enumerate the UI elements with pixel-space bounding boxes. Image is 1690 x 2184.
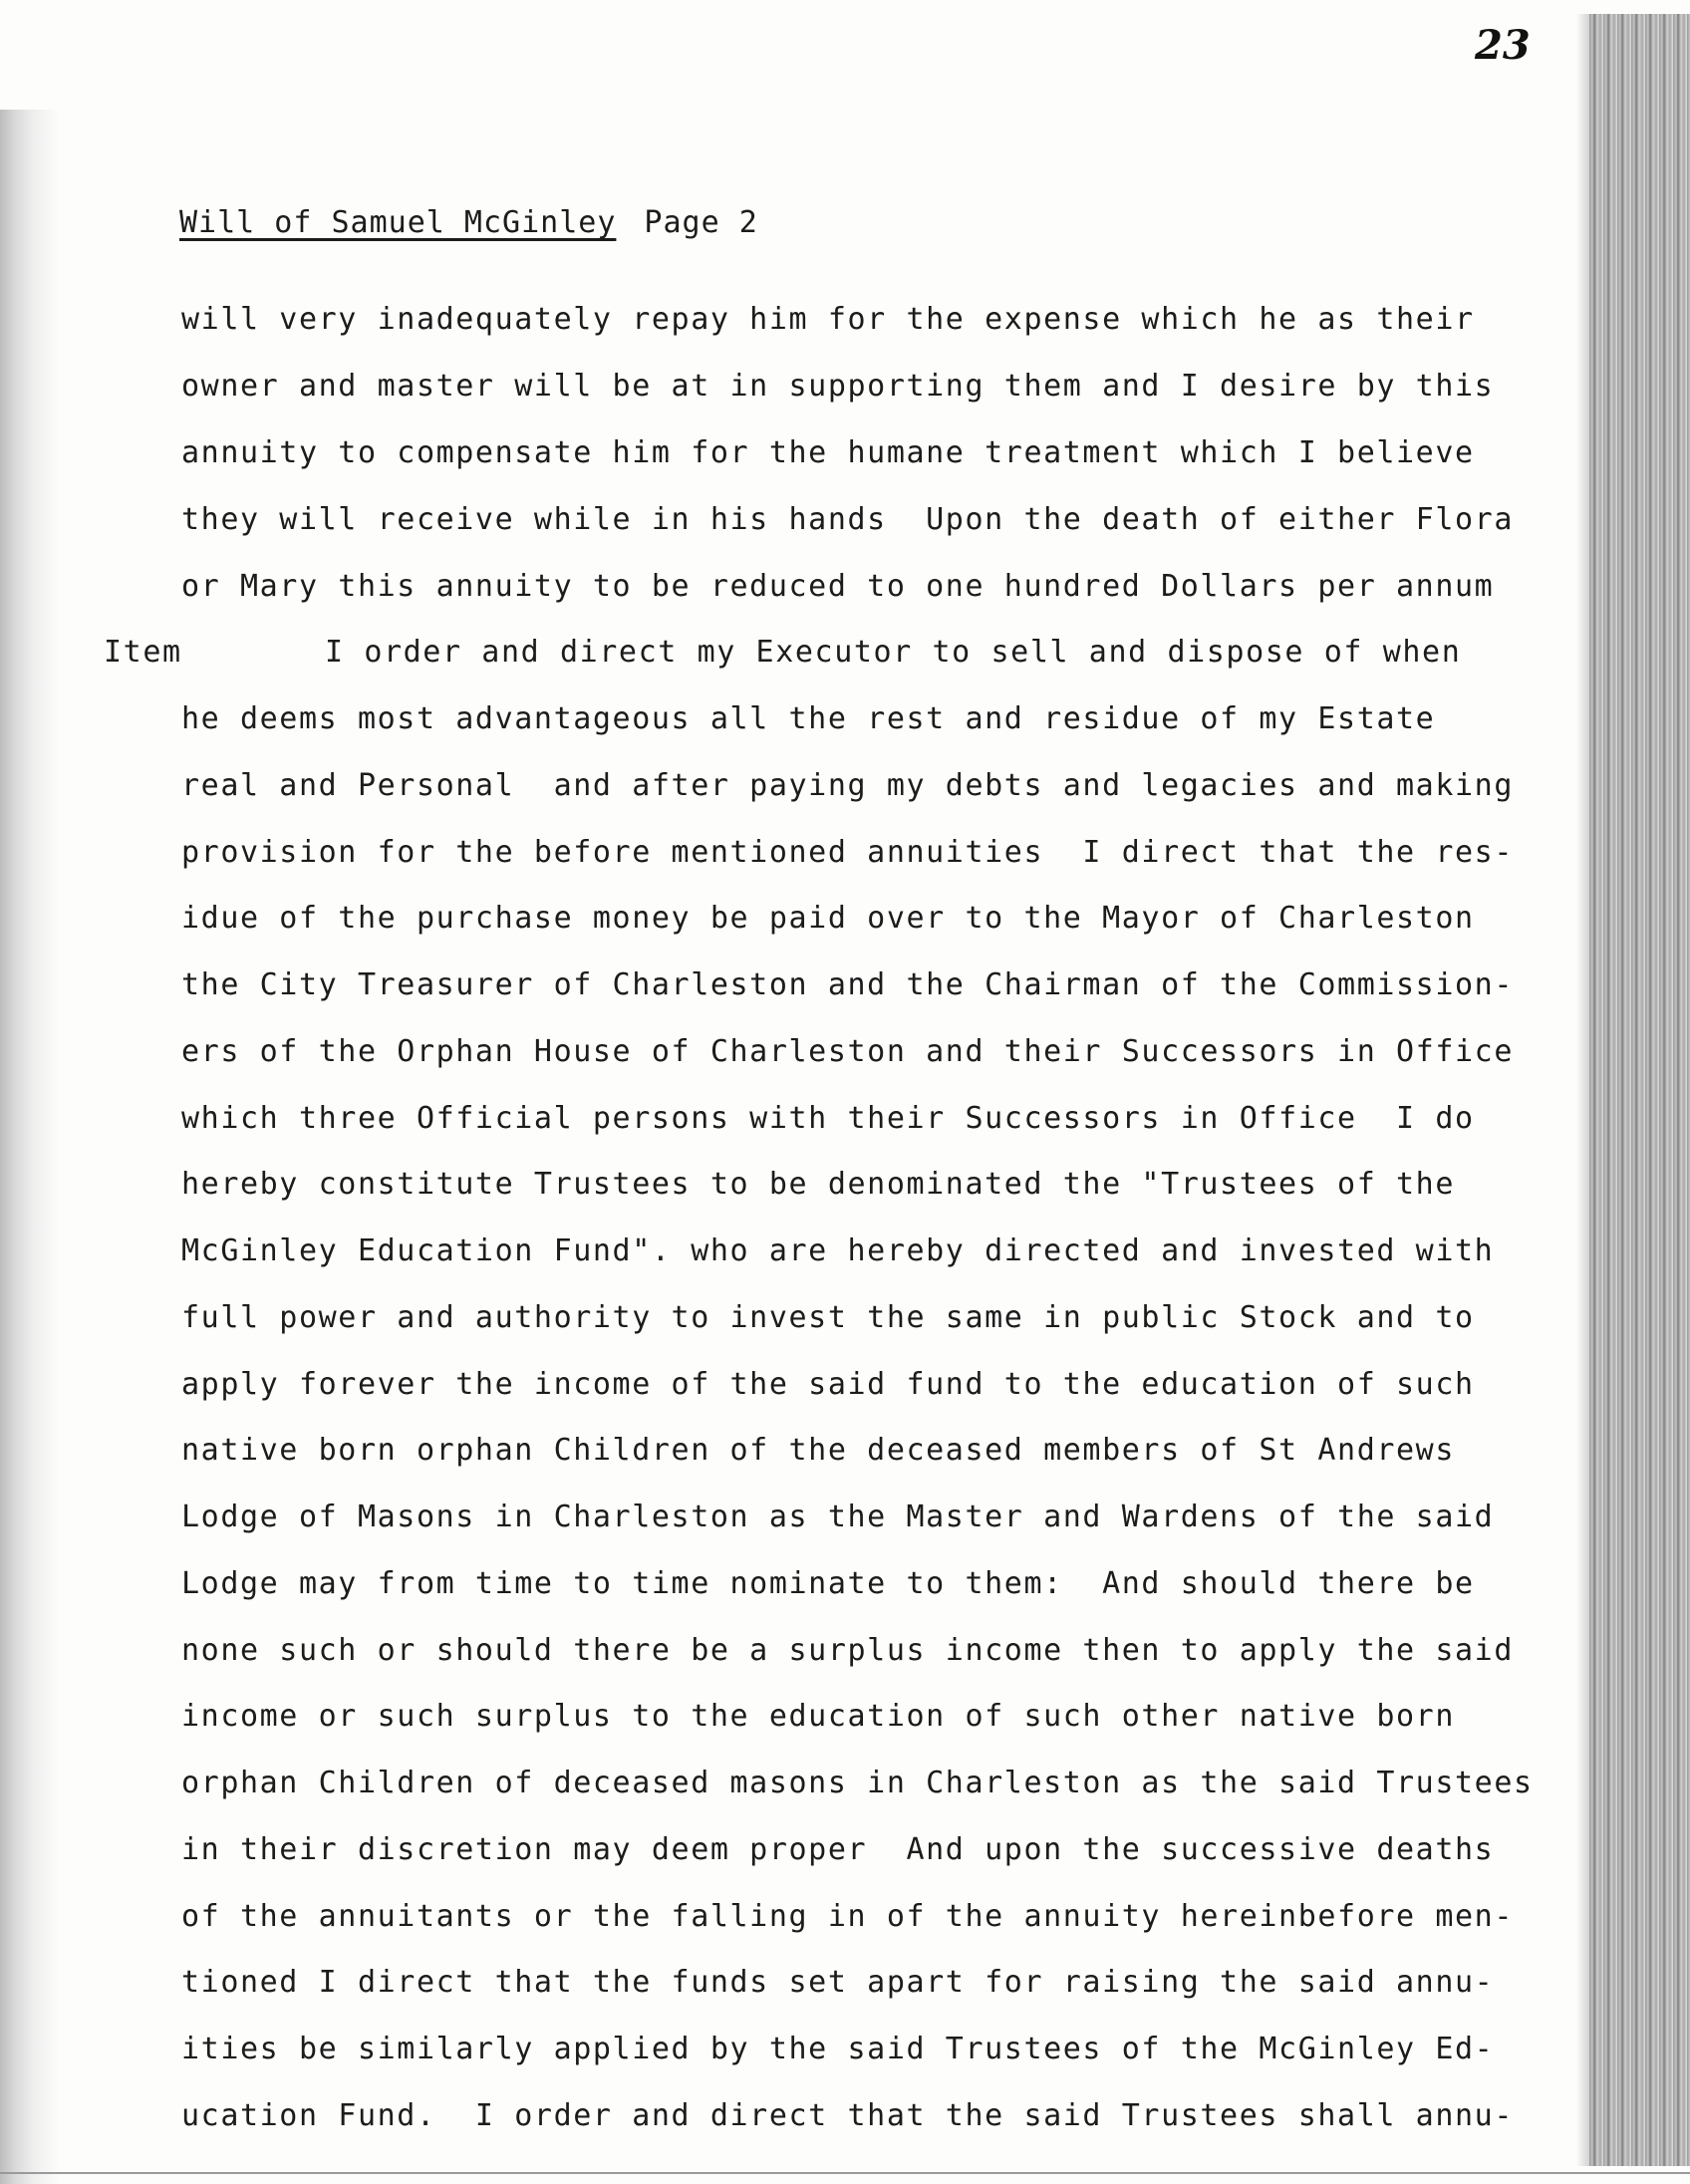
scan-shadow-right-inner [1576, 14, 1590, 2166]
text-line: orphan Children of deceased masons in Charleston as the said Trustees [181, 1766, 1534, 1800]
text-line: I order and direct my Executor to sell and dispose of when [325, 635, 1462, 670]
text-line: tioned I direct that the funds set apart for raising the said annu- [181, 1965, 1495, 2000]
text-line: the City Treasurer of Charleston and the Chairman of the Commission- [181, 967, 1514, 1002]
text-line: Lodge of Masons in Charleston as the Master and Wardens of the said [181, 1500, 1495, 1534]
text-line: of the annuitants or the falling in of the annuity hereinbefore men- [181, 1899, 1514, 1934]
text-line: ucation Fund. I order and direct that the said Trustees shall annu- [181, 2098, 1514, 2133]
text-line: full power and authority to invest the same in public Stock and to [181, 1300, 1475, 1335]
text-line: in their discretion may deem proper And upon the successive deaths [181, 1832, 1495, 1867]
text-line: will very inadequately repay him for the expense which he as their [181, 302, 1475, 337]
text-line: ities be similarly applied by the said Trustees of the McGinley Ed- [181, 2032, 1495, 2066]
text-line: native born orphan Children of the deceased members of St Andrews [181, 1433, 1455, 1468]
handwritten-page-number: 23 [1475, 22, 1531, 69]
text-line: income or such surplus to the education of such other native born [181, 1699, 1455, 1734]
document-heading [179, 205, 758, 240]
scan-shadow-right [1589, 14, 1690, 2166]
text-line: or Mary this annuity to be reduced to one hundred Dollars per annum [181, 569, 1495, 604]
text-line: owner and master will be at in supporting them and I desire by this [181, 369, 1495, 404]
text-line: ers of the Orphan House of Charleston and their Successors in Office [181, 1034, 1514, 1069]
text-line: hereby constitute Trustees to be denominated the "Trustees of the [181, 1167, 1455, 1202]
item-marker: Item [104, 635, 182, 670]
text-line: none such or should there be a surplus income then to apply the said [181, 1633, 1514, 1668]
text-line: Lodge may from time to time nominate to them: And should there be [181, 1566, 1475, 1601]
text-line: they will receive while in his hands Upon the death of either Flora [181, 502, 1514, 537]
text-line: annuity to compensate him for the humane treatment which I believe [181, 435, 1475, 470]
text-line: he deems most advantageous all the rest and residue of my Estate [181, 701, 1436, 736]
text-line: idue of the purchase money be paid over to the Mayor of Charleston [181, 901, 1475, 936]
text-line: real and Personal and after paying my debts and legacies and making [181, 768, 1514, 803]
text-line: McGinley Education Fund". who are hereby directed and invested with [181, 1233, 1495, 1268]
document-title: Will of Samuel McGinley [179, 205, 617, 240]
scan-shadow-left [0, 110, 60, 2184]
text-line: which three Official persons with their Successors in Office I do [181, 1101, 1475, 1136]
page-label: Page 2 [644, 205, 758, 240]
text-line: apply forever the income of the said fund to the education of such [181, 1367, 1475, 1402]
scan-bottom-edge [0, 2172, 1690, 2174]
text-line: provision for the before mentioned annuities I direct that the res- [181, 835, 1514, 870]
